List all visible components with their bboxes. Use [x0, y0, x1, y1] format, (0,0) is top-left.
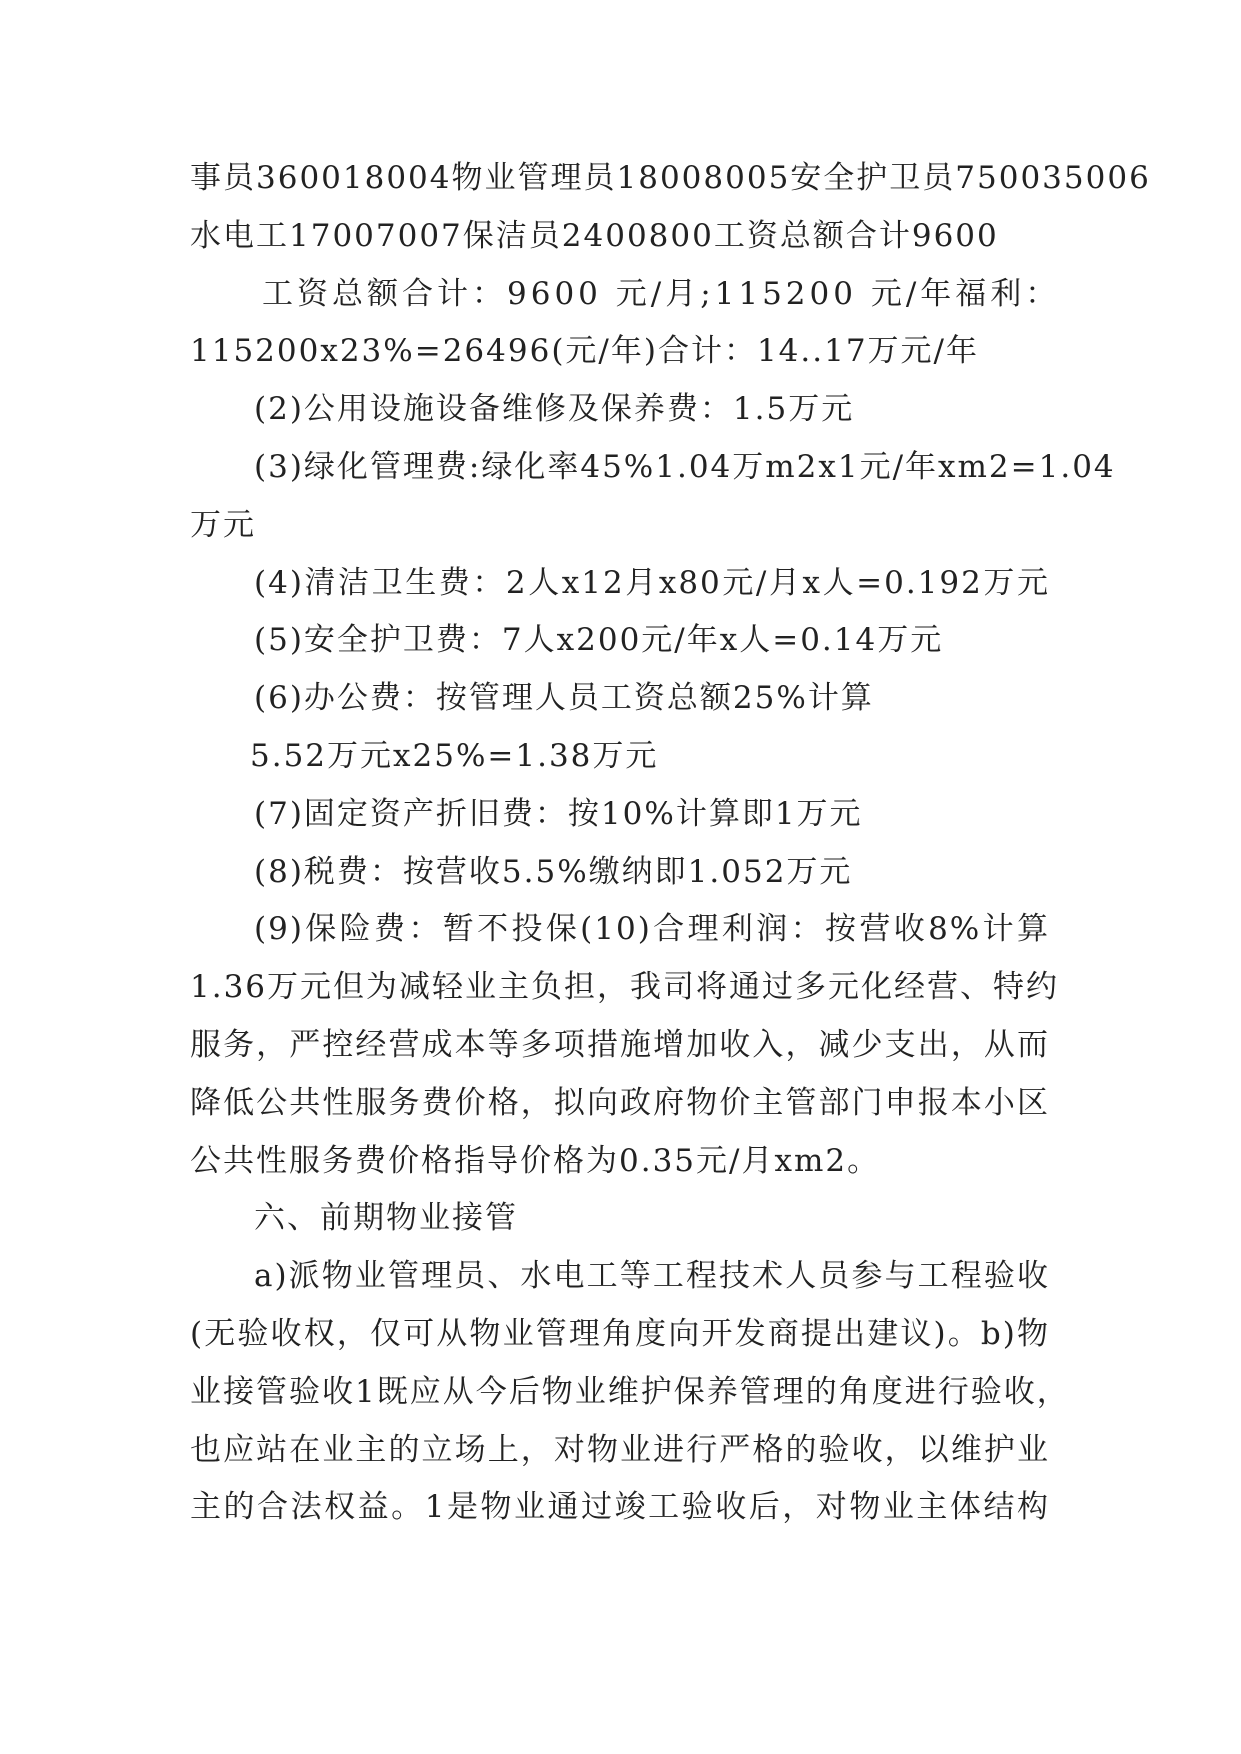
text-line: 万元: [190, 506, 256, 543]
text-line: a)派物业管理员、水电工等工程技术人员参与工程验收: [254, 1258, 1050, 1295]
text-line: 服务，严控经营成本等多项措施增加收入，减少支出，从而: [190, 1026, 1050, 1063]
text-line: (6)办公费：按管理人员工资总额25%计算: [254, 680, 874, 717]
text-line: 5.52万元x25%=1.38万元: [250, 737, 659, 774]
section-heading: 六、前期物业接管: [254, 1200, 518, 1237]
text-line: 降低公共性服务费价格，拟向政府物价主管部门申报本小区: [190, 1084, 1050, 1121]
text-line: (无验收权，仅可从物业管理角度向开发商提出建议)。b)物: [190, 1315, 1050, 1352]
text-line: 主的合法权益。1是物业通过竣工验收后，对物业主体结构: [190, 1489, 1050, 1526]
text-line: (3)绿化管理费:绿化率45%1.04万m2x1元/年xm2=1.04: [254, 448, 1116, 485]
text-line: (9)保险费：暂不投保(10)合理利润：按营收8%计算: [254, 911, 1050, 948]
document-body: [190, 150, 1151, 1537]
text-line: (5)安全护卫费：7人x200元/年x人=0.14万元: [254, 622, 944, 659]
text-line: 事员360018004物业管理员18008005安全护卫员750035006: [190, 160, 1151, 196]
text-line: (8)税费：按营收5.5%缴纳即1.052万元: [254, 853, 853, 890]
text-line: 公共性服务费价格指导价格为0.35元/月xm2。: [190, 1142, 881, 1179]
text-line: 也应站在业主的立场上，对物业进行严格的验收，以维护业: [190, 1431, 1050, 1468]
text-line: (7)固定资产折旧费：按10%计算即1万元: [254, 795, 863, 832]
text-line: 水电工17007007保洁员2400800工资总额合计9600: [190, 217, 999, 254]
text-line: (4)清洁卫生费：2人x12月x80元/月x人=0.192万元: [254, 564, 1050, 601]
text-line: (2)公用设施设备维修及保养费：1.5万元: [254, 391, 855, 428]
text-line: 1.36万元但为减轻业主负担，我司将通过多元化经营、特约: [190, 969, 1060, 1006]
text-line: 业接管验收1既应从今后物业维护保养管理的角度进行验收，: [190, 1373, 1070, 1410]
text-line: 工资总额合计：9600 元/月;115200 元/年福利：: [262, 275, 1061, 312]
text-line: 115200x23%=26496(元/年)合计：14..17万元/年: [190, 333, 979, 370]
